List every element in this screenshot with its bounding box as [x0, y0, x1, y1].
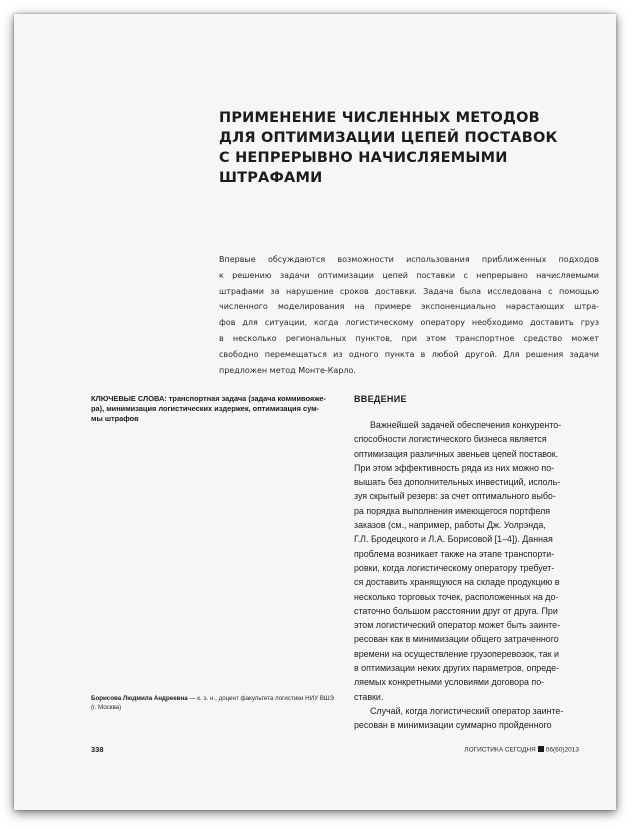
- journal-issue: 06(60)2013: [545, 746, 579, 754]
- body-line: ра порядка выполнения имеющегося портфеля: [354, 505, 551, 516]
- section-heading-introduction: ВВЕДЕНИЕ: [354, 394, 407, 404]
- square-bullet-icon: [538, 746, 544, 752]
- abstract-line: предложен метод Монте-Карло.: [219, 365, 356, 375]
- author-affiliation: — к. э. н., доцент факультета логистики НИУ ВШЭ: [187, 695, 334, 702]
- body-line: оптимизация различных звеньев цепей поставок.: [354, 448, 559, 459]
- body-line: При этом эффективность ряда из них можно по-: [354, 462, 555, 473]
- page-number: 338: [91, 745, 104, 754]
- body-line: в оптимизации неких других параметров, опреде-: [354, 663, 560, 674]
- title-line: ДЛЯ ОПТИМИЗАЦИИ ЦЕПЕЙ ПОСТАВОК: [219, 130, 558, 146]
- abstract-line: Впервые обсуждаются возможности использования приближенных подходов: [219, 255, 599, 264]
- abstract-line: свободно перемещаться из одного пункта в любой другой. Для решения задачи: [219, 349, 599, 359]
- abstract-line: численного моделирования на примере экспоненциально нарастающих штра-: [219, 302, 599, 312]
- journal-footer: [464, 746, 579, 754]
- abstract-line: в несколько региональных пунктов, при этом транспортное средство может: [219, 333, 599, 343]
- article-abstract: [219, 252, 599, 378]
- body-line: ставки.: [354, 691, 384, 702]
- journal-page: [14, 14, 616, 810]
- body-line: ресован как в минимизации общего затраченного: [354, 634, 559, 645]
- author-line: [91, 694, 341, 703]
- body-line: проблема возникает также на этапе транспорти-: [354, 548, 555, 559]
- journal-name: ЛОГИСТИКА СЕГОДНЯ: [464, 746, 536, 754]
- body-line: зуя скрытый резерв: за счет оптимального выбо-: [354, 491, 556, 502]
- author-info: [91, 694, 341, 712]
- body-line: этом логистический оператор может быть заинте-: [354, 620, 560, 631]
- body-line: ресован в минимизации суммарно пройденного: [354, 720, 552, 731]
- body-line: ровки, когда логистическому оператору требует-: [354, 562, 555, 573]
- body-line: вышать без дополнительных инвестиций, исполь-: [354, 477, 561, 488]
- author-city: (г. Москва): [91, 704, 122, 711]
- title-line: ШТРАФАМИ: [219, 170, 323, 186]
- title-line: С НЕПРЕРЫВНО НАЧИСЛЯЕМЫМИ: [219, 150, 508, 166]
- body-line: Важнейшей задачей обеспечения конкуренто-: [370, 420, 562, 430]
- body-line: способности логистического бизнеса является: [354, 434, 547, 445]
- body-line: статочно большом расстоянии друг от друга. При: [354, 605, 558, 616]
- body-line: ся доставить хранящуюся на складе продукцию в: [354, 577, 560, 588]
- keywords-block: [91, 394, 341, 424]
- abstract-line: штрафами за нарушение сроков доставки. Задача была исследована с помощью: [219, 286, 599, 296]
- body-line: несколько торговых точек, расположенных на до-: [354, 591, 559, 602]
- body-line: Случай, когда логистический оператор заинте-: [370, 705, 564, 716]
- body-line: ляемых конкретными условиями договора по-: [354, 677, 545, 688]
- keywords-line: ра), минимизация логистических издержек, оптимизация сум-: [91, 404, 320, 413]
- article-title: [219, 108, 579, 188]
- body-line: Г.Л. Бродецкого и Л.А. Борисовой [1–4]). Данная: [354, 534, 553, 545]
- introduction-body: [354, 418, 594, 733]
- keywords-line: мы штрафов: [91, 414, 139, 423]
- title-line: ПРИМЕНЕНИЕ ЧИСЛЕННЫХ МЕТОДОВ: [219, 110, 540, 126]
- body-line: времени на осуществление грузоперевозок, так и: [354, 648, 559, 659]
- abstract-line: к решению задачи оптимизации цепей поставки с непрерывно начисляемыми: [219, 270, 599, 280]
- keywords-line: КЛЮЧЕВЫЕ СЛОВА: транспортная задача (задача коммивояже-: [91, 394, 326, 403]
- author-name: Борисова Людмила Андреевна: [91, 695, 188, 702]
- abstract-line: фов для ситуации, когда логистическому оператору необходимо доставить груз: [219, 318, 599, 328]
- body-line: заказов (см., например, работы Дж. Уолрэнда,: [354, 520, 546, 531]
